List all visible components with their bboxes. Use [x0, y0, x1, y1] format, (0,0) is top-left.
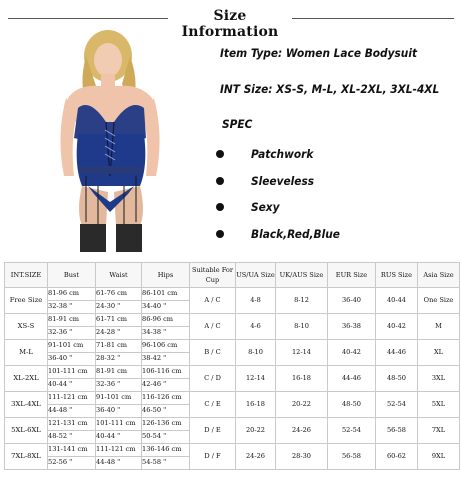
bust-cm-cell: 91-101 cm — [48, 340, 96, 353]
asia-size-cell: 5XL — [418, 392, 460, 418]
us-size-cell: 8-10 — [236, 340, 276, 366]
hips-cm-cell: 136-146 cm — [142, 444, 190, 457]
bust-cm-cell: 131-141 cm — [48, 444, 96, 457]
waist-in-cell: 28-32 " — [96, 353, 142, 366]
hips-in-cell: 42-46 " — [142, 379, 190, 392]
us-size-cell: 12-14 — [236, 366, 276, 392]
table-header-row — [5, 263, 460, 288]
waist-in-cell: 24-28 " — [96, 327, 142, 340]
bust-in-cell: 48-52 " — [48, 431, 96, 444]
column-header: Bust — [48, 263, 96, 288]
waist-cm-cell: 61-71 cm — [96, 314, 142, 327]
table-row — [5, 314, 460, 327]
waist-cm-cell: 91-101 cm — [96, 392, 142, 405]
rus-size-cell: 52-54 — [376, 392, 418, 418]
feature-item: Patchwork — [251, 147, 314, 161]
size-cell: XL-2XL — [5, 366, 48, 392]
cup-cell: B / C — [190, 340, 236, 366]
cup-cell: D / F — [190, 444, 236, 470]
table-row — [5, 288, 460, 301]
bust-cm-cell: 111-121 cm — [48, 392, 96, 405]
us-size-cell: 4-8 — [236, 288, 276, 314]
hips-cm-cell: 86-101 cm — [142, 288, 190, 301]
bullet-icon — [216, 177, 224, 185]
hips-in-cell: 50-54 " — [142, 431, 190, 444]
asia-size-cell: XL — [418, 340, 460, 366]
uk-size-cell: 20-22 — [276, 392, 328, 418]
size-cell: 5XL-6XL — [5, 418, 48, 444]
rus-size-cell: 44-46 — [376, 340, 418, 366]
bust-in-cell: 40-44 " — [48, 379, 96, 392]
waist-cm-cell: 71-81 cm — [96, 340, 142, 353]
uk-size-cell: 24-26 — [276, 418, 328, 444]
us-size-cell: 20-22 — [236, 418, 276, 444]
eur-size-cell: 44-46 — [328, 366, 376, 392]
asia-size-cell: 3XL — [418, 366, 460, 392]
cup-cell: A / C — [190, 288, 236, 314]
hips-in-cell: 38-42 " — [142, 353, 190, 366]
hips-cm-cell: 116-126 cm — [142, 392, 190, 405]
uk-size-cell: 28-30 — [276, 444, 328, 470]
waist-in-cell: 36-40 " — [96, 405, 142, 418]
table-row — [5, 392, 460, 405]
table-row — [5, 340, 460, 353]
us-size-cell: 4-6 — [236, 314, 276, 340]
eur-size-cell: 40-42 — [328, 340, 376, 366]
table-row — [5, 418, 460, 431]
spec-heading: SPEC — [222, 117, 253, 131]
eur-size-cell: 36-38 — [328, 314, 376, 340]
rus-size-cell: 40-44 — [376, 288, 418, 314]
bust-cm-cell: 121-131 cm — [48, 418, 96, 431]
bust-in-cell: 32-38 " — [48, 301, 96, 314]
size-cell: XS-S — [5, 314, 48, 340]
bust-in-cell: 52-56 " — [48, 457, 96, 470]
uk-size-cell: 8-12 — [276, 288, 328, 314]
size-cell: Free Size — [5, 288, 48, 314]
size-cell: 7XL-8XL — [5, 444, 48, 470]
asia-size-cell: 7XL — [418, 418, 460, 444]
hips-in-cell: 54-58 " — [142, 457, 190, 470]
header-rule-right — [292, 18, 454, 19]
item-type: Item Type: Women Lace Bodysuit — [220, 46, 418, 60]
header-rule-left — [8, 18, 168, 19]
page-title: Size Information — [181, 8, 279, 40]
column-header: EUR Size — [328, 263, 376, 288]
column-header: INT.SIZE — [5, 263, 48, 288]
model-photo — [48, 26, 172, 252]
waist-cm-cell: 111-121 cm — [96, 444, 142, 457]
bust-cm-cell: 81-91 cm — [48, 314, 96, 327]
cup-cell: C / D — [190, 366, 236, 392]
asia-size-cell: 9XL — [418, 444, 460, 470]
hips-cm-cell: 86-96 cm — [142, 314, 190, 327]
us-size-cell: 16-18 — [236, 392, 276, 418]
bullet-icon — [216, 230, 224, 238]
int-size-list: INT Size: XS-S, M-L, XL-2XL, 3XL-4XL — [220, 82, 440, 96]
rus-size-cell: 48-50 — [376, 366, 418, 392]
uk-size-cell: 16-18 — [276, 366, 328, 392]
feature-item: Sexy — [251, 200, 280, 214]
hips-in-cell: 34-40 " — [142, 301, 190, 314]
column-header: UK/AUS Size — [276, 263, 328, 288]
bullet-icon — [216, 150, 224, 158]
cup-cell: C / E — [190, 392, 236, 418]
cup-cell: A / C — [190, 314, 236, 340]
waist-cm-cell: 61-76 cm — [96, 288, 142, 301]
column-header: Waist — [96, 263, 142, 288]
waist-in-cell: 24-30 " — [96, 301, 142, 314]
feature-item: Black,Red,Blue — [251, 227, 340, 241]
eur-size-cell: 56-58 — [328, 444, 376, 470]
size-table — [4, 262, 460, 470]
waist-cm-cell: 81-91 cm — [96, 366, 142, 379]
size-cell: 3XL-4XL — [5, 392, 48, 418]
rus-size-cell: 60-62 — [376, 444, 418, 470]
eur-size-cell: 52-54 — [328, 418, 376, 444]
table-row — [5, 366, 460, 379]
eur-size-cell: 48-50 — [328, 392, 376, 418]
size-cell: M-L — [5, 340, 48, 366]
cup-cell: D / E — [190, 418, 236, 444]
asia-size-cell: One Size — [418, 288, 460, 314]
rus-size-cell: 40-42 — [376, 314, 418, 340]
feature-item: Sleeveless — [251, 174, 315, 188]
bust-cm-cell: 101-111 cm — [48, 366, 96, 379]
uk-size-cell: 12-14 — [276, 340, 328, 366]
hips-cm-cell: 106-116 cm — [142, 366, 190, 379]
table-row — [5, 444, 460, 457]
column-header: US/UA Size — [236, 263, 276, 288]
hips-cm-cell: 96-106 cm — [142, 340, 190, 353]
column-header: Suitable For Cup — [190, 263, 236, 288]
us-size-cell: 24-26 — [236, 444, 276, 470]
hips-in-cell: 46-50 " — [142, 405, 190, 418]
column-header: RUS Size — [376, 263, 418, 288]
hips-cm-cell: 126-136 cm — [142, 418, 190, 431]
rus-size-cell: 56-58 — [376, 418, 418, 444]
column-header: Hips — [142, 263, 190, 288]
waist-cm-cell: 101-111 cm — [96, 418, 142, 431]
waist-in-cell: 32-36 " — [96, 379, 142, 392]
eur-size-cell: 36-40 — [328, 288, 376, 314]
bust-in-cell: 44-48 " — [48, 405, 96, 418]
bust-in-cell: 36-40 " — [48, 353, 96, 366]
column-header: Asia Size — [418, 263, 460, 288]
bust-in-cell: 32-36 " — [48, 327, 96, 340]
hips-in-cell: 34-38 " — [142, 327, 190, 340]
asia-size-cell: M — [418, 314, 460, 340]
size-table-body — [5, 288, 460, 470]
uk-size-cell: 8-10 — [276, 314, 328, 340]
waist-in-cell: 40-44 " — [96, 431, 142, 444]
waist-in-cell: 44-48 " — [96, 457, 142, 470]
bust-cm-cell: 81-96 cm — [48, 288, 96, 301]
bullet-icon — [216, 203, 224, 211]
